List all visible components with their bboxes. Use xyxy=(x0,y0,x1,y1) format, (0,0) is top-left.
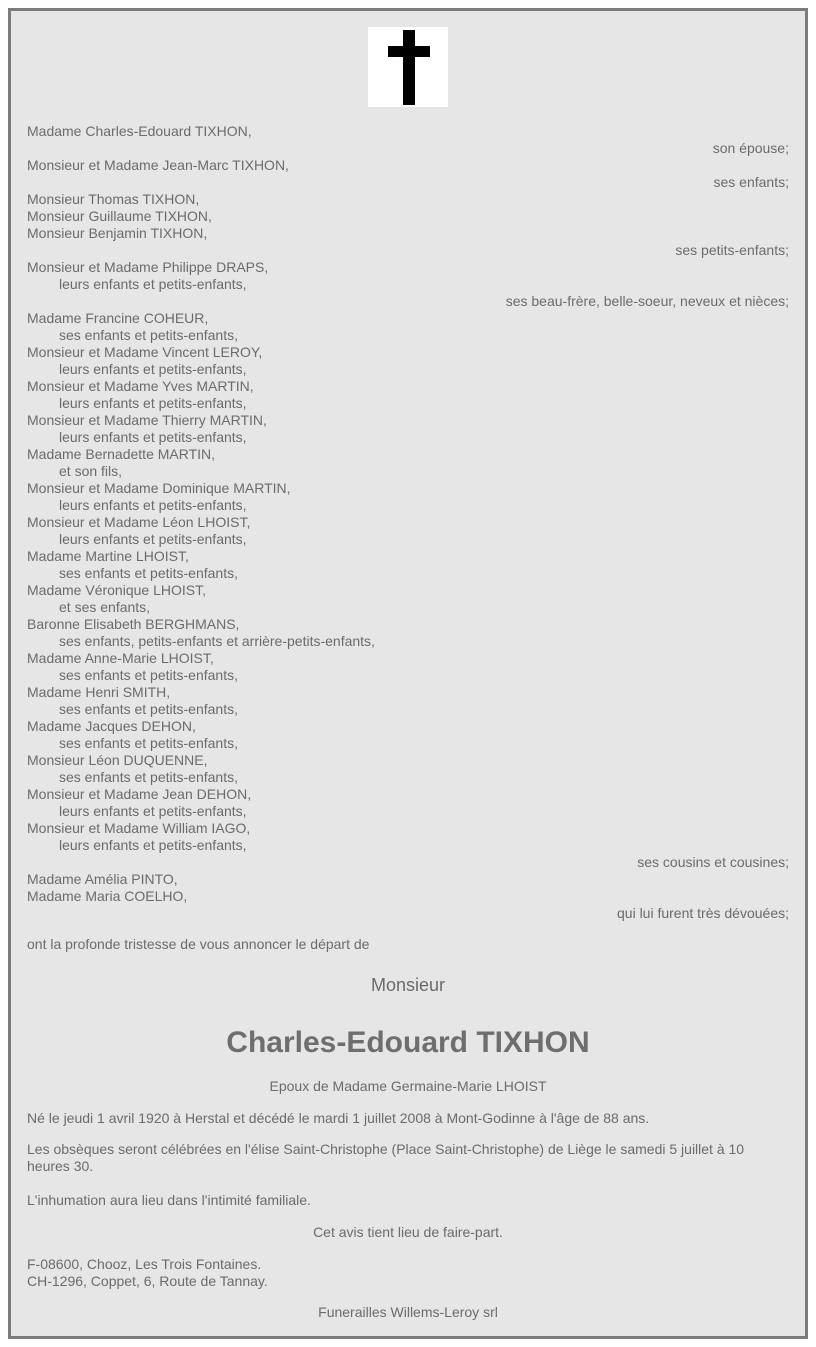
family-entry: Monsieur et Madame Vincent LEROY, xyxy=(27,344,263,360)
relation-label: ses beau-frère, belle-soeur, neveux et nièces; xyxy=(505,293,789,309)
birth-death-text: Né le jeudi 1 avril 1920 à Herstal et décédé le mardi 1 juillet 2008 à Mont-Godinne à l'âge de 88 ans. xyxy=(27,1110,650,1126)
family-entry: Monsieur et Madame Philippe DRAPS, xyxy=(27,259,269,275)
family-entry: Madame Jacques DEHON, xyxy=(27,718,196,734)
family-entry: Monsieur Benjamin TIXHON, xyxy=(27,225,208,241)
family-sub-entry: ses enfants et petits-enfants, xyxy=(59,769,238,785)
family-entry: Monsieur Léon DUQUENNE, xyxy=(27,752,208,768)
family-sub-entry: ses enfants et petits-enfants, xyxy=(59,327,238,343)
family-sub-entry: leurs enfants et petits-enfants, xyxy=(59,837,247,853)
family-sub-entry: leurs enfants et petits-enfants, xyxy=(59,361,247,377)
family-entry: Madame Henri SMITH, xyxy=(27,684,171,700)
family-sub-entry: et ses enfants, xyxy=(59,599,151,615)
family-entry: Madame Bernadette MARTIN, xyxy=(27,446,216,462)
notice-text: Cet avis tient lieu de faire-part. xyxy=(313,1224,503,1240)
announcement-text: ont la profonde tristesse de vous annoncer le départ de xyxy=(27,936,370,952)
cross-vertical-bar xyxy=(403,30,415,105)
relation-label: qui lui furent très dévouées; xyxy=(617,905,789,921)
family-entry: Monsieur Guillaume TIXHON, xyxy=(27,208,212,224)
family-entry: Madame Anne-Marie LHOIST, xyxy=(27,650,214,666)
address-line: CH-1296, Coppet, 6, Route de Tannay. xyxy=(27,1273,268,1289)
family-entry: Madame Francine COHEUR, xyxy=(27,310,209,326)
family-entry: Monsieur et Madame Jean-Marc TIXHON, xyxy=(27,157,289,173)
family-entry: Madame Véronique LHOIST, xyxy=(27,582,206,598)
funeral-home: Funerailles Willems-Leroy srl xyxy=(318,1304,498,1320)
cross-horizontal-bar xyxy=(388,46,430,57)
burial-text: L'inhumation aura lieu dans l'intimité familiale. xyxy=(27,1192,311,1208)
family-entry: Madame Amélia PINTO, xyxy=(27,871,178,887)
family-sub-entry: leurs enfants et petits-enfants, xyxy=(59,395,247,411)
family-sub-entry: et son fils, xyxy=(59,463,123,479)
family-list xyxy=(27,123,789,922)
family-sub-entry: ses enfants et petits-enfants, xyxy=(59,701,238,717)
family-entry: Monsieur et Madame Dominique MARTIN, xyxy=(27,480,291,496)
latin-cross-icon xyxy=(368,27,448,107)
family-entry: Monsieur et Madame Léon LHOIST, xyxy=(27,514,251,530)
family-entry: Baronne Elisabeth BERGHMANS, xyxy=(27,616,240,632)
family-entry: Madame Martine LHOIST, xyxy=(27,548,189,564)
family-entry: Monsieur et Madame Yves MARTIN, xyxy=(27,378,254,394)
family-sub-entry: leurs enfants et petits-enfants, xyxy=(59,429,247,445)
family-sub-entry: ses enfants et petits-enfants, xyxy=(59,565,238,581)
address-line: F-08600, Chooz, Les Trois Fontaines. xyxy=(27,1256,262,1272)
relation-label: ses enfants; xyxy=(713,174,789,190)
deceased-name: Charles-Edouard TIXHON xyxy=(226,1026,590,1059)
relation-label: ses petits-enfants; xyxy=(675,242,789,258)
family-sub-entry: leurs enfants et petits-enfants, xyxy=(59,497,247,513)
relation-label: ses cousins et cousines; xyxy=(637,854,789,870)
family-entry: Monsieur Thomas TIXHON, xyxy=(27,191,200,207)
obituary-card xyxy=(8,8,808,1339)
spouse-line: Epoux de Madame Germaine-Marie LHOIST xyxy=(269,1078,547,1094)
family-entry: Monsieur et Madame Thierry MARTIN, xyxy=(27,412,267,428)
honorific-title: Monsieur xyxy=(370,975,446,995)
family-sub-entry: leurs enfants et petits-enfants, xyxy=(59,276,247,292)
family-sub-entry: ses enfants et petits-enfants, xyxy=(59,667,238,683)
relation-label: son épouse; xyxy=(712,140,789,156)
family-sub-entry: leurs enfants et petits-enfants, xyxy=(59,803,247,819)
family-entry: Madame Charles-Edouard TIXHON, xyxy=(27,123,252,139)
family-sub-entry: ses enfants, petits-enfants et arrière-petits-enfants, xyxy=(59,633,375,649)
family-sub-entry: leurs enfants et petits-enfants, xyxy=(59,531,247,547)
family-entry: Monsieur et Madame Jean DEHON, xyxy=(27,786,252,802)
family-entry: Madame Maria COELHO, xyxy=(27,888,188,904)
family-sub-entry: ses enfants et petits-enfants, xyxy=(59,735,238,751)
funeral-text: Les obsèques seront célébrées en l'élise Saint-Christophe (Place Saint-Christophe) de Liège le samedi 5 juillet à 10 heures 30. xyxy=(27,1141,745,1174)
family-entry: Monsieur et Madame William IAGO, xyxy=(27,820,251,836)
